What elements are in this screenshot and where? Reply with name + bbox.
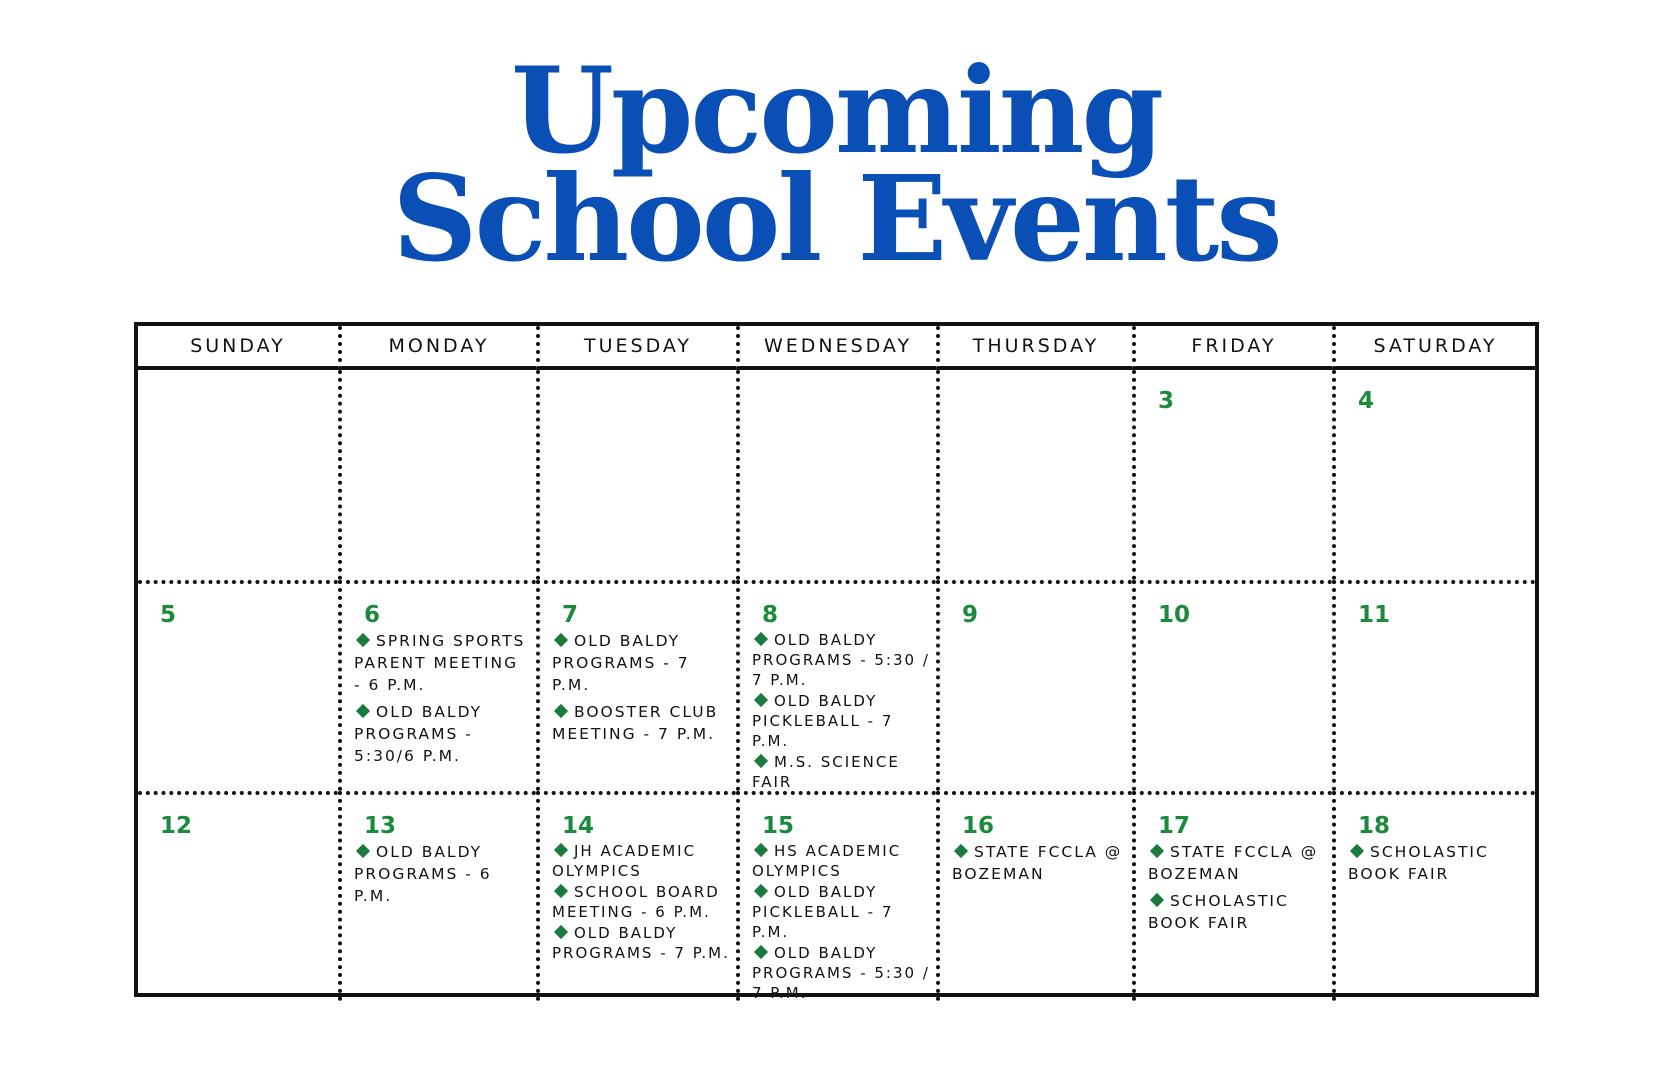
event-text: OLD BALDY PROGRAMS - 7 P.M. [552,632,690,694]
day-number: 6 [364,602,381,628]
diamond-bullet-icon [754,843,768,857]
day-number: 13 [364,813,397,839]
day-cell [736,580,936,791]
weekday-header-saturday [1332,326,1535,370]
day-cell [736,791,936,1001]
weekday-label: SATURDAY [1373,335,1498,357]
diamond-bullet-icon [1350,844,1364,858]
day-number: 8 [762,602,779,628]
event-text: SPRING SPORTS PARENT MEETING - 6 P.M. [354,632,526,694]
event-list [552,630,730,750]
day-number: 7 [562,602,579,628]
diamond-bullet-icon [754,754,768,768]
day-cell [1332,580,1535,791]
day-number: 9 [962,602,979,628]
event-item [354,630,530,696]
diamond-bullet-icon [356,633,370,647]
event-list [752,630,930,791]
day-number: 16 [962,813,995,839]
day-cell [138,580,338,791]
day-cell [936,791,1132,1001]
diamond-bullet-icon [554,925,568,939]
event-text: BOOSTER CLUB MEETING - 7 P.M. [552,703,719,743]
event-text: OLD BALDY PROGRAMS - 6 P.M. [354,843,492,905]
event-item [752,841,930,881]
day-cell [1332,370,1535,580]
event-item [552,923,730,963]
event-text: SCHOOL BOARD MEETING - 6 P.M. [552,883,720,921]
weekday-header-thursday [936,326,1132,370]
event-text: M.S. SCIENCE FAIR [752,753,900,791]
event-calendar [134,322,1539,1001]
event-text: OLD BALDY PICKLEBALL - 7 P.M. [752,883,894,941]
weekday-header-sunday [138,326,338,370]
diamond-bullet-icon [1150,893,1164,907]
diamond-bullet-icon [356,844,370,858]
title-line-1: Upcoming [511,41,1161,180]
day-cell [338,580,536,791]
event-text: OLD BALDY PROGRAMS - 7 P.M. [552,924,730,962]
diamond-bullet-icon [554,633,568,647]
weekday-label: SUNDAY [190,335,286,357]
day-number: 17 [1158,813,1191,839]
title-line-2: School Events [392,149,1280,288]
day-cell [536,580,736,791]
event-item [752,943,930,1001]
diamond-bullet-icon [754,945,768,959]
day-cell [138,370,338,580]
event-list [552,841,730,964]
day-number: 11 [1358,602,1391,628]
day-cell [1132,791,1332,1001]
day-number: 12 [160,813,193,839]
event-list [354,630,530,772]
weekday-header-tuesday [536,326,736,370]
day-number: 5 [160,602,177,628]
day-cell [1132,370,1332,580]
event-text: OLD BALDY PROGRAMS - 5:30 / 7 P.M. [752,631,930,689]
event-text: SCHOLASTIC BOOK FAIR [1148,892,1289,932]
event-item [552,882,730,922]
day-cell [138,791,338,1001]
day-number: 14 [562,813,595,839]
diamond-bullet-icon [754,632,768,646]
event-item [552,841,730,881]
day-cell [936,580,1132,791]
day-number: 3 [1158,388,1175,414]
diamond-bullet-icon [1150,844,1164,858]
weekday-header-friday [1132,326,1332,370]
event-item [1348,841,1529,885]
event-text: STATE FCCLA @ BOZEMAN [952,843,1123,883]
day-cell [1132,580,1332,791]
event-item [952,841,1126,885]
event-item [354,701,530,767]
weekday-label: MONDAY [388,335,490,357]
event-text: OLD BALDY PICKLEBALL - 7 P.M. [752,692,894,750]
diamond-bullet-icon [356,704,370,718]
event-list [1148,841,1326,939]
day-cell [1332,791,1535,1001]
day-cell [936,370,1132,580]
event-text: JH ACADEMIC OLYMPICS [552,842,697,880]
weekday-header-wednesday [736,326,936,370]
event-item [752,882,930,942]
weekday-label: THURSDAY [972,335,1100,357]
diamond-bullet-icon [954,844,968,858]
event-item [1148,890,1326,934]
weekday-header-monday [338,326,536,370]
day-cell [536,370,736,580]
event-text: OLD BALDY PROGRAMS - 5:30 / 7 P.M. [752,944,930,1001]
event-item [1148,841,1326,885]
event-text: OLD BALDY PROGRAMS - 5:30/6 P.M. [354,703,483,765]
day-cell [338,791,536,1001]
event-list [752,841,930,1001]
day-number: 18 [1358,813,1391,839]
event-list [354,841,530,912]
day-cell [736,370,936,580]
event-list [952,841,1126,890]
diamond-bullet-icon [554,843,568,857]
day-cell [536,791,736,1001]
diamond-bullet-icon [754,693,768,707]
diamond-bullet-icon [554,704,568,718]
day-number: 10 [1158,602,1191,628]
event-item [552,701,730,745]
event-text: SCHOLASTIC BOOK FAIR [1348,843,1489,883]
day-number: 15 [762,813,795,839]
event-text: HS ACADEMIC OLYMPICS [752,842,902,880]
diamond-bullet-icon [554,884,568,898]
event-item [752,691,930,751]
weekday-label: TUESDAY [583,335,692,357]
day-cell [338,370,536,580]
event-item [752,752,930,791]
weekday-label: WEDNESDAY [763,335,913,357]
event-list [1348,841,1529,890]
diamond-bullet-icon [754,884,768,898]
event-item [752,630,930,690]
event-item [354,841,530,907]
weekday-label: FRIDAY [1191,335,1277,357]
event-text: STATE FCCLA @ BOZEMAN [1148,843,1319,883]
event-item [552,630,730,696]
day-number: 4 [1358,388,1375,414]
